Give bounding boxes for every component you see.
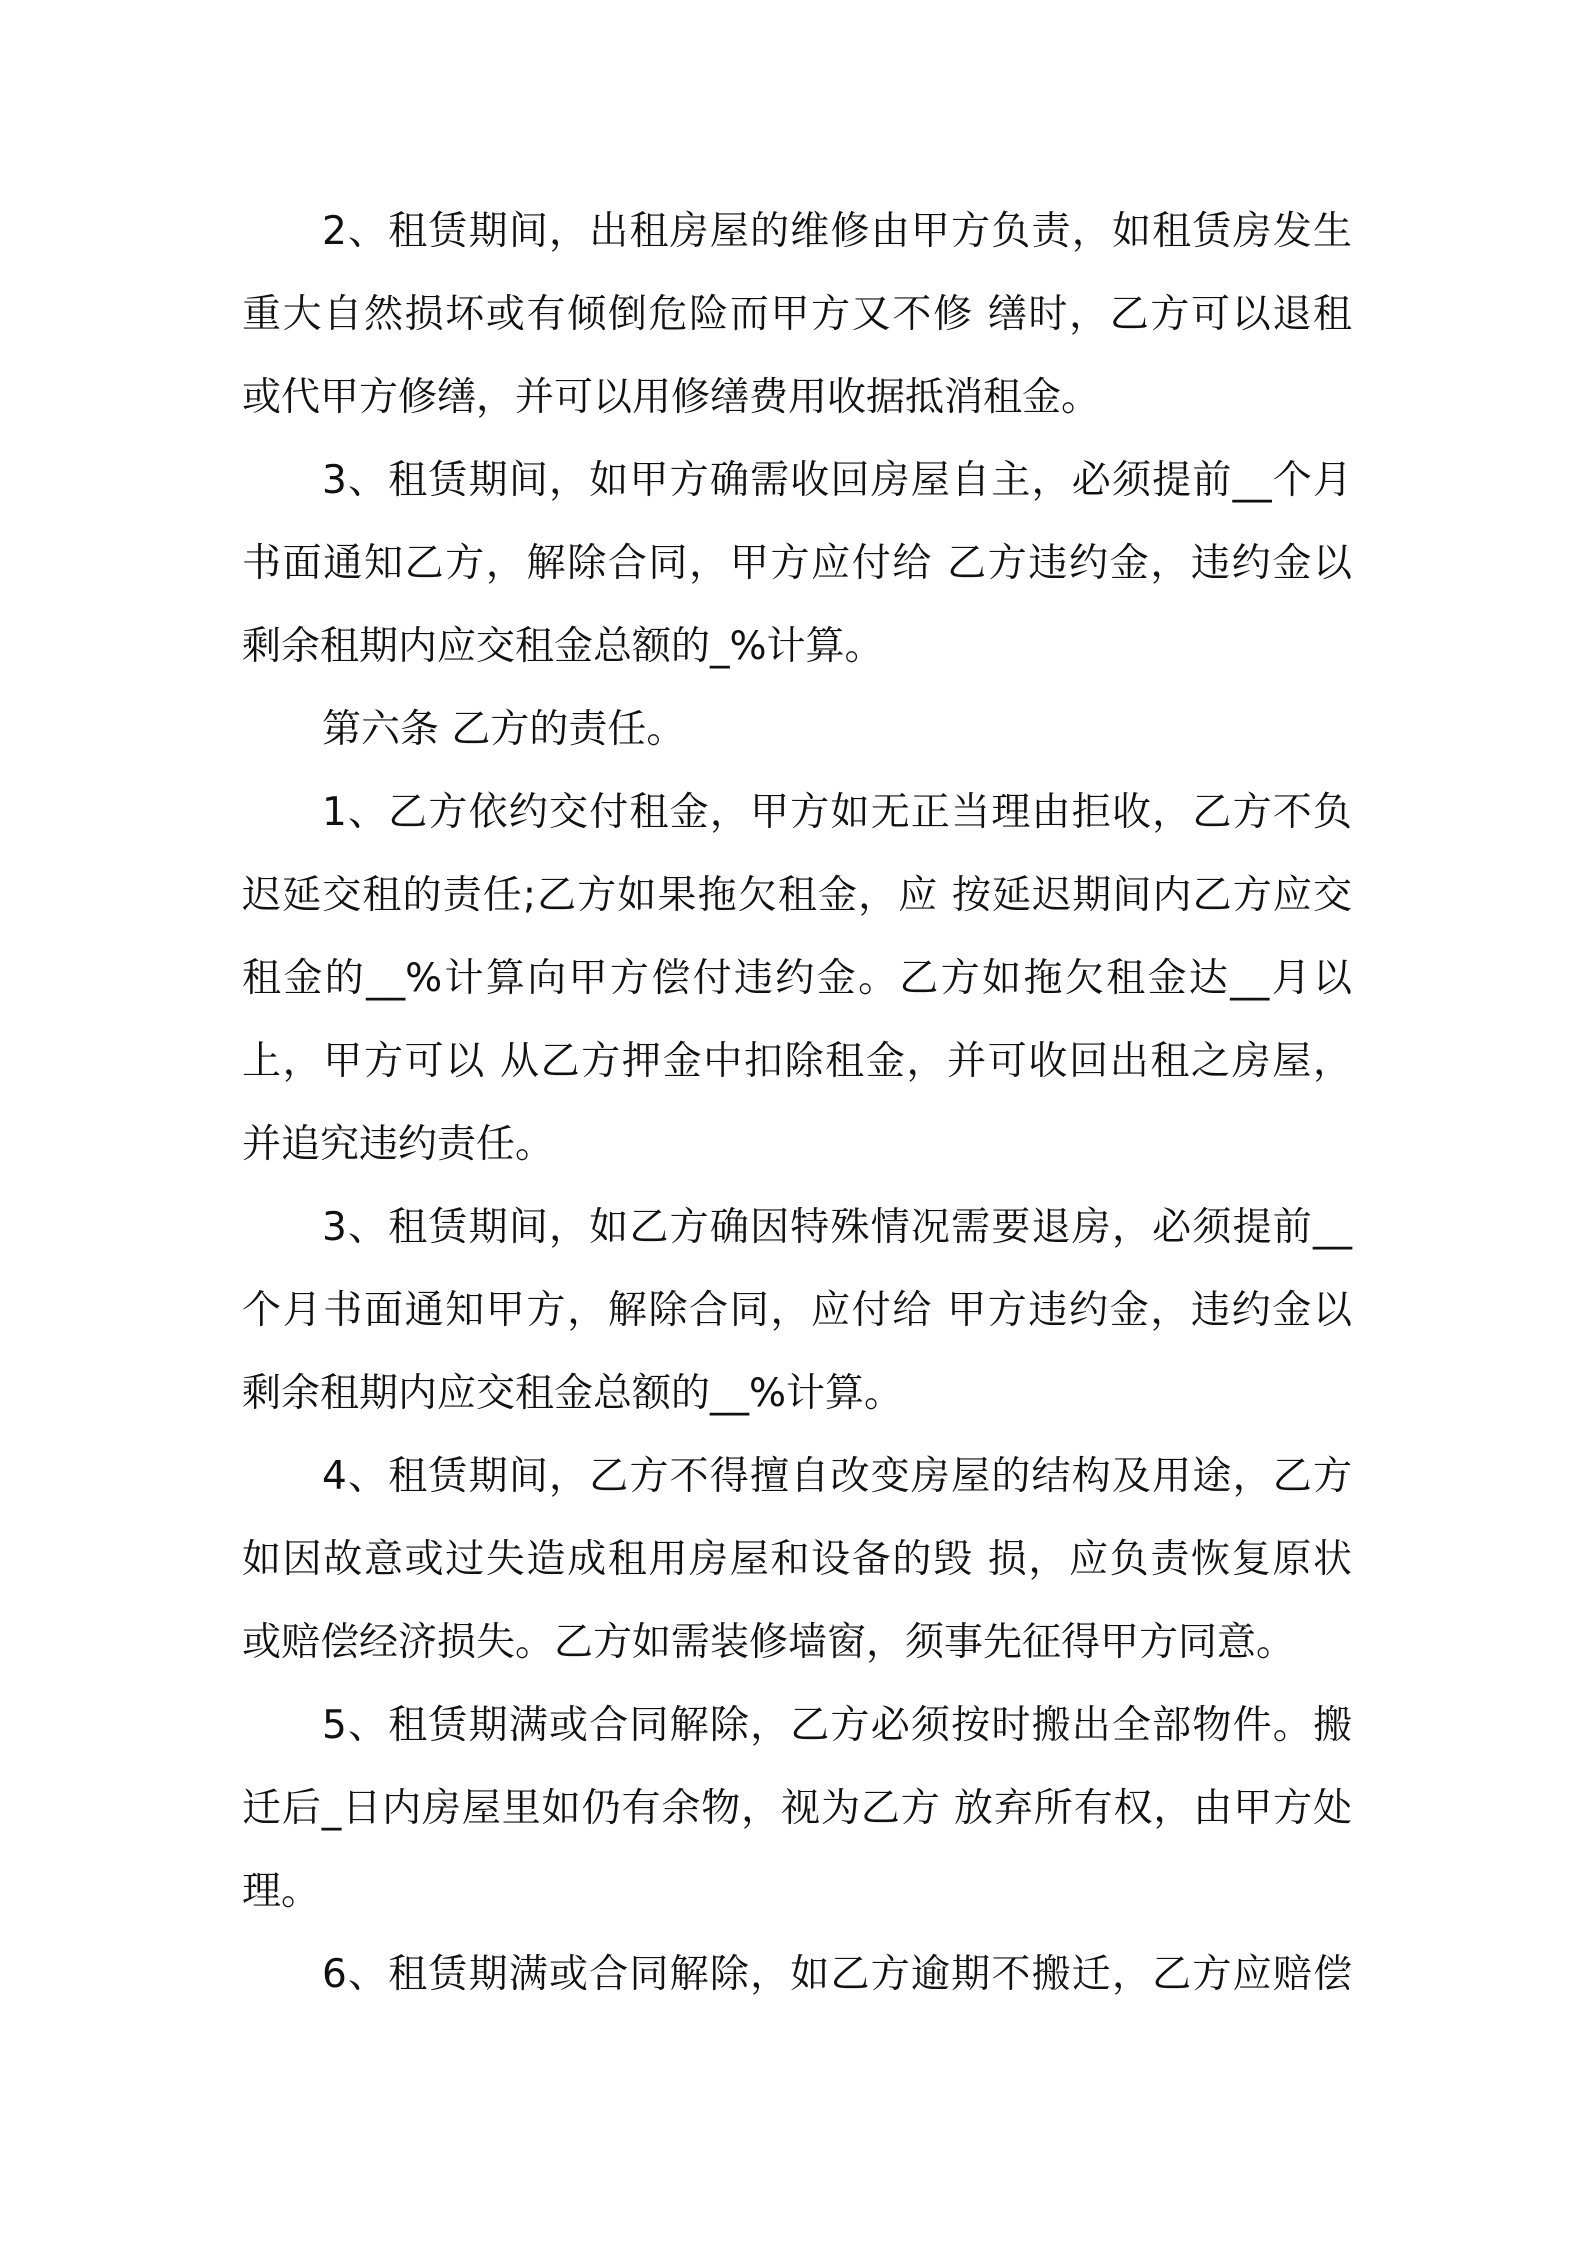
clause-3-line-1: 3、租赁期间，如甲方确需收回房屋自主，必须提前__个月 [322,458,1352,503]
clause-3-line-2: 书面通知乙方，解除合同，甲方应付给 乙方违约金，违约金以 [242,541,1352,586]
article-6-heading: 第六条 乙方的责任。 [322,707,686,752]
tenant-clause-5-line-2: 迁后_日内房屋里如仍有余物，视为乙方 放弃所有权，由甲方处 [242,1786,1352,1831]
clause-2-line-1: 2、租赁期间，出租房屋的维修由甲方负责，如租赁房发生 [322,209,1352,254]
clause-3-line-3: 剩余租期内应交租金总额的_%计算。 [242,624,884,669]
tenant-clause-1-line-5: 并追究违约责任。 [242,1122,555,1167]
tenant-clause-1-line-4: 上，甲方可以 从乙方押金中扣除租金，并可收回出租之房屋， [242,1039,1352,1084]
tenant-clause-3-line-2: 个月书面通知甲方，解除合同，应付给 甲方违约金，违约金以 [242,1288,1352,1333]
tenant-clause-3-line-1: 3、租赁期间，如乙方确因特殊情况需要退房，必须提前__ [322,1205,1352,1250]
tenant-clause-4-line-2: 如因故意或过失造成租用房屋和设备的毁 损，应负责恢复原状 [242,1537,1352,1582]
tenant-clause-1-line-1: 1、乙方依约交付租金，甲方如无正当理由拒收，乙方不负 [322,790,1352,835]
tenant-clause-1-line-3: 租金的__%计算向甲方偿付违约金。乙方如拖欠租金达__月以 [242,956,1352,1001]
tenant-clause-5-line-1: 5、租赁期满或合同解除，乙方必须按时搬出全部物件。搬 [322,1703,1352,1748]
tenant-clause-1-line-2: 迟延交租的责任;乙方如果拖欠租金，应 按延迟期间内乙方应交 [242,873,1352,918]
tenant-clause-5-line-3: 理。 [242,1869,321,1914]
clause-2-line-3: 或代甲方修缮，并可以用修缮费用收据抵消租金。 [242,375,1101,420]
clause-2-line-2: 重大自然损坏或有倾倒危险而甲方又不修 缮时，乙方可以退租 [242,292,1352,337]
tenant-clause-6-line-1: 6、租赁期满或合同解除，如乙方逾期不搬迁，乙方应赔偿 [322,1952,1352,1997]
tenant-clause-3-line-3: 剩余租期内应交租金总额的__%计算。 [242,1371,904,1416]
tenant-clause-4-line-1: 4、租赁期间，乙方不得擅自改变房屋的结构及用途，乙方 [322,1454,1352,1499]
tenant-clause-4-line-3: 或赔偿经济损失。乙方如需装修墙窗，须事先征得甲方同意。 [242,1620,1296,1665]
